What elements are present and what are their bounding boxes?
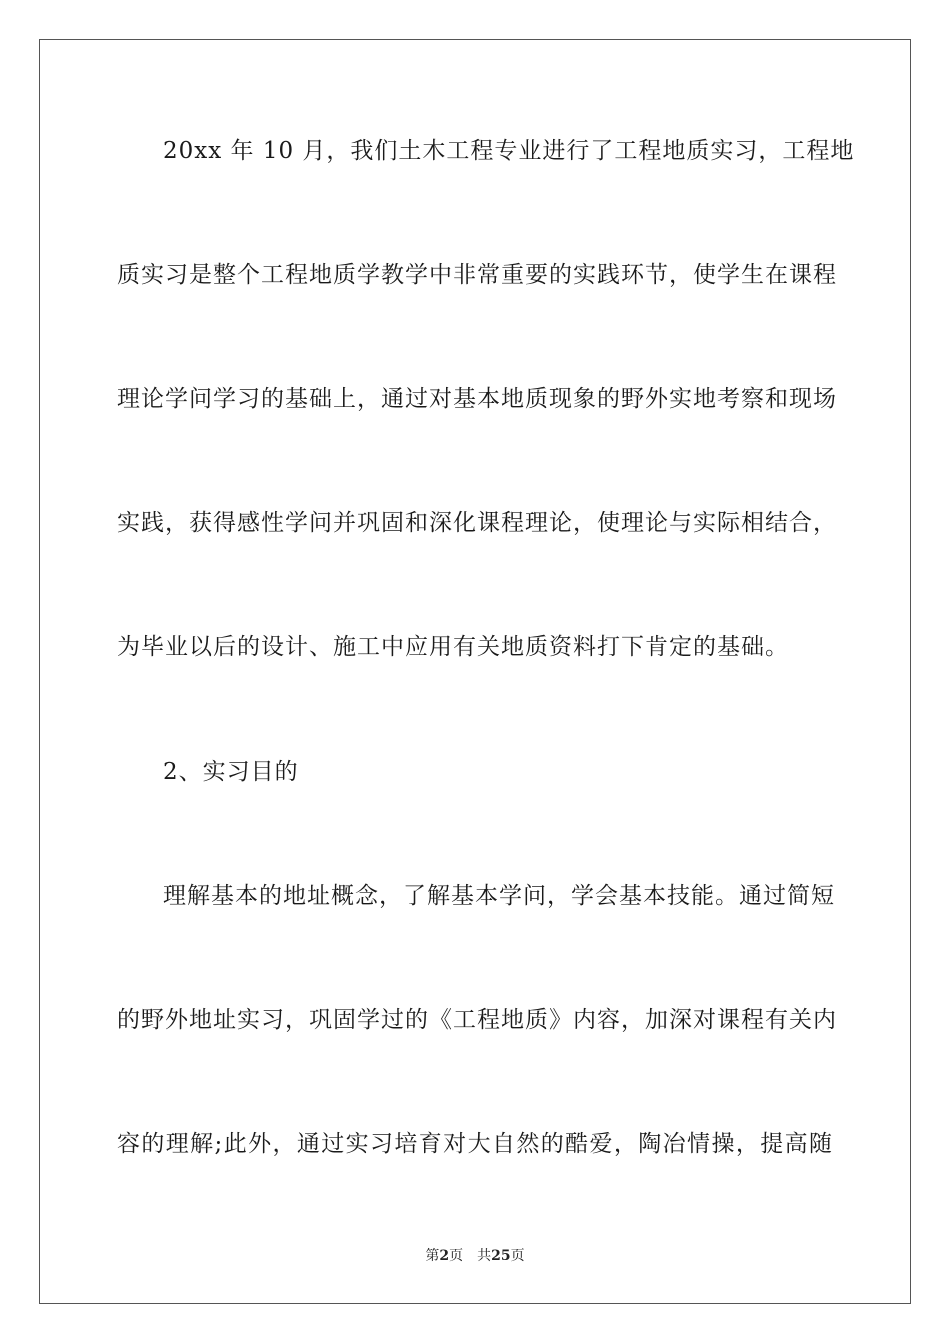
page-border bbox=[39, 39, 911, 1304]
paragraph-2-line-1: 理解基本的地址概念，了解基本学问，学会基本技能。通过简短 bbox=[163, 883, 835, 909]
footer-total-pages: 25 bbox=[491, 1248, 511, 1264]
footer-page-number: 2 bbox=[439, 1248, 450, 1264]
paragraph-1-line-2: 质实习是整个工程地质学教学中非常重要的实践环节，使学生在课程 bbox=[117, 262, 837, 288]
paragraph-1-line-3: 理论学问学习的基础上，通过对基本地质现象的野外实地考察和现场 bbox=[117, 386, 837, 412]
paragraph-1-line-5: 为毕业以后的设计、施工中应用有关地质资料打下肯定的基础。 bbox=[117, 634, 789, 660]
footer-page-unit: 页 bbox=[449, 1248, 464, 1264]
paragraph-1-line-1: 20xx 年 10 月，我们土木工程专业进行了工程地质实习，工程地 bbox=[163, 138, 855, 164]
section-heading: 2、实习目的 bbox=[163, 759, 299, 785]
page-footer bbox=[0, 1246, 950, 1266]
paragraph-2-line-2: 的野外地址实习，巩固学过的《工程地质》内容，加深对课程有关内 bbox=[117, 1007, 837, 1033]
footer-total-prefix: 共 bbox=[477, 1248, 492, 1264]
paragraph-1-line-4: 实践，获得感性学问并巩固和深化课程理论，使理论与实际相结合， bbox=[117, 510, 837, 536]
paragraph-2-line-3: 容的理解;此外，通过实习培育对大自然的酷爱，陶冶情操，提高随 bbox=[117, 1131, 833, 1157]
footer-total-unit: 页 bbox=[510, 1248, 525, 1264]
footer-page-prefix: 第 bbox=[425, 1248, 440, 1264]
